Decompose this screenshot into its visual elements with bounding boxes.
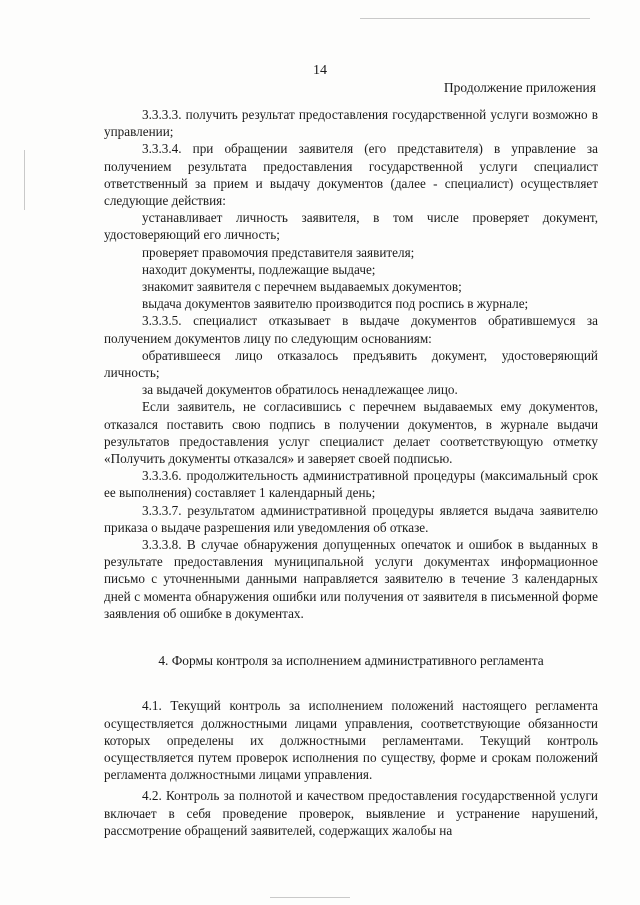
document-body [104,106,598,839]
paragraph-3-3-3-8: 3.3.3.8. В случае обнаружения допущенных опечаток и ошибок в выданных в результате предоставления муниципальной услуги документах информационное письмо с уточненными данными направляется заявителю в течение 3 календарных дней с момента обнаружения ошибки или получения от заявителя в письменной форме заявления об ошибке в документах. [104,537,598,621]
list-item-refused-id: обратившееся лицо отказалось предъявить документ, удостоверяющий личность; [104,347,598,381]
paragraph-3-3-3-4: 3.3.3.4. при обращении заявителя (его представителя) в управление за получением результата предоставления государственной услуги специалист ответственный за прием и выдачу документов (далее - специалист) осуществляет следующие действия: [104,141,598,209]
list-item-improper-person: за выдачей документов обратилось ненадлежащее лицо. [142,382,458,398]
paragraph-refusal-note: Если заявитель, не согласившись с перечнем выдаваемых ему документов, отказался поставить свою подпись в получении документов, в журнале выдачи результатов предоставления услуг специалист делает соответствующую отметку «Получить документы отказался» и заверяет своей подписью. [104,399,598,467]
list-item-signature: выдача документов заявителю производится под роспись в журнале; [142,296,529,312]
list-item-identity: устанавливает личность заявителя, в том числе проверяет документ, удостоверяющий его личность; [104,210,598,243]
paragraph-4-1: 4.1. Текущий контроль за исполнением положений настоящего регламента осуществляется должностными лицами управления, соответствующие обязанности которых определены их должностными регламентами. Текущий контроль осуществляется путем проверок исполнения по существу, форме и срокам положений регламента должностными лицами управления. [104,698,598,783]
paragraph-3-3-3-7: 3.3.3.7. результатом административной процедуры является выдача заявителю приказа о выдаче разрешения или уведомления об отказе. [104,502,598,535]
paragraph-3-3-3-6: 3.3.3.6. продолжительность административной процедуры (максимальный срок ее выполнения) составляет 1 календарный день; [104,468,598,501]
section-heading-4: 4. Формы контроля за исполнением административного регламента [158,653,544,669]
paragraph-4-2: 4.2. Контроль за полнотой и качеством предоставления государственной услуги включает в себя проведение проверок, выявление и устранение нарушений, рассмотрение обращений заявителей, содержащих жалобы на [104,788,598,838]
list-item-acquaint: знакомит заявителя с перечнем выдаваемых документов; [142,279,462,295]
page-number: 14 [313,63,327,78]
scan-artifact-bottom [270,897,350,898]
scan-artifact-top [360,18,590,19]
list-item-authority: проверяет правомочия представителя заявителя; [142,244,415,260]
list-item-find-docs: находит документы, подлежащие выдаче; [142,261,376,277]
paragraph-3-3-3-3: 3.3.3.3. получить результат предоставления государственной услуги возможно в управлении; [104,107,598,140]
scan-artifact-left [24,150,25,210]
paragraph-3-3-3-5: 3.3.3.5. специалист отказывает в выдаче документов обратившемуся за получением документов лицу по следующим основаниям: [104,313,598,346]
continuation-label: Продолжение приложения [443,80,596,95]
